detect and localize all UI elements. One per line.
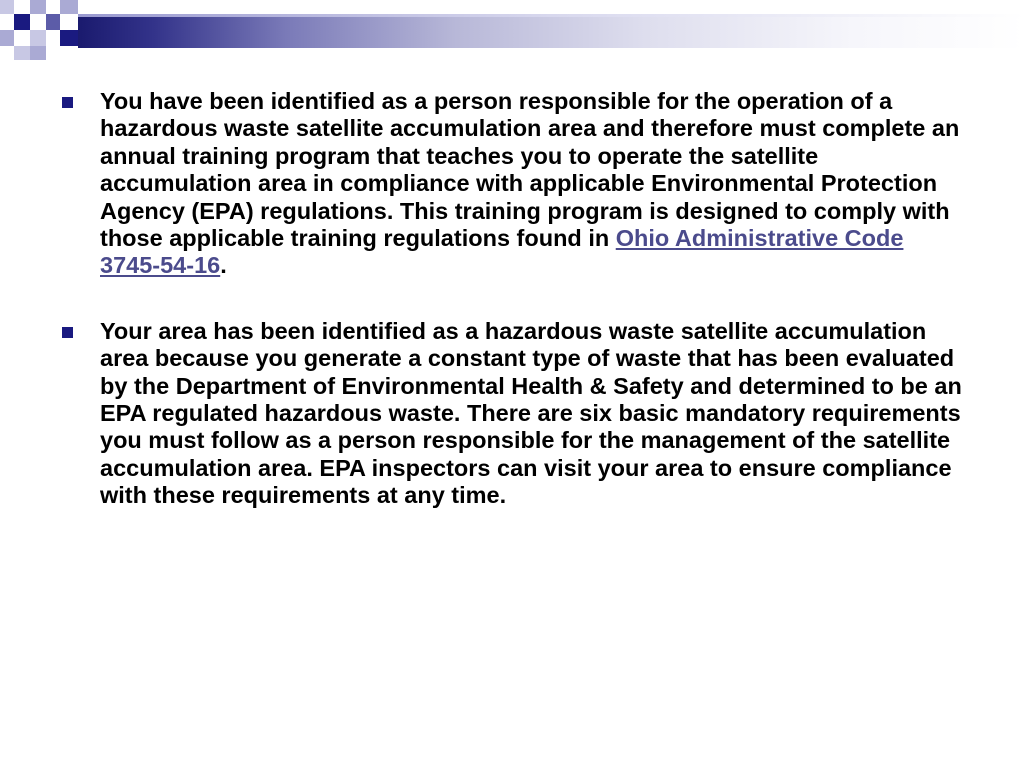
- bullet-text-after-link: .: [220, 252, 227, 279]
- decor-square: [14, 14, 30, 30]
- decor-square: [46, 14, 60, 30]
- header-decoration: [0, 0, 1024, 70]
- title-gradient-highlight: [78, 14, 1024, 17]
- title-gradient-bar: [78, 14, 1024, 48]
- bullet-text: [100, 88, 962, 280]
- decor-square: [0, 0, 14, 14]
- decor-square: [30, 0, 46, 14]
- decor-square: [14, 0, 30, 14]
- ohio-admin-code-link[interactable]: Ohio Administrative Code 3745-54-16: [100, 225, 904, 279]
- decor-square: [60, 14, 78, 30]
- slide-content: [62, 88, 962, 548]
- decor-square: [14, 46, 30, 60]
- decor-square: [30, 46, 46, 60]
- list-item: [62, 318, 962, 510]
- decor-square: [30, 30, 46, 46]
- bullet-text-before-link: You have been identified as a person responsible for the operation of a hazardous waste satellite accumulation area and therefore must complete an annual training program that teaches you to operate the satellite accumulation area in compliance with applicable Environmental Protection Agency (EPA) regulations. This training program is designed to comply with those applicable training regulations found in: [100, 88, 960, 252]
- decor-square: [0, 30, 14, 46]
- square-bullet-icon: [62, 97, 73, 108]
- decor-square: [60, 30, 78, 46]
- decor-square: [60, 0, 78, 14]
- decor-square: [46, 30, 60, 46]
- decor-square: [0, 14, 14, 30]
- square-bullet-icon: [62, 327, 73, 338]
- list-item: [62, 88, 962, 280]
- bullet-text: Your area has been identified as a hazardous waste satellite accumulation area because you generate a constant type of waste that has been evaluated by the Department of Environmental Health & Safety and determined to be an EPA regulated hazardous waste. There are six basic mandatory requirements you must follow as a person responsible for the management of the satellite accumulation area. EPA inspectors can visit your area to ensure compliance with these requirements at any time.: [100, 317, 962, 509]
- decor-square: [30, 14, 46, 30]
- decor-square: [14, 30, 30, 46]
